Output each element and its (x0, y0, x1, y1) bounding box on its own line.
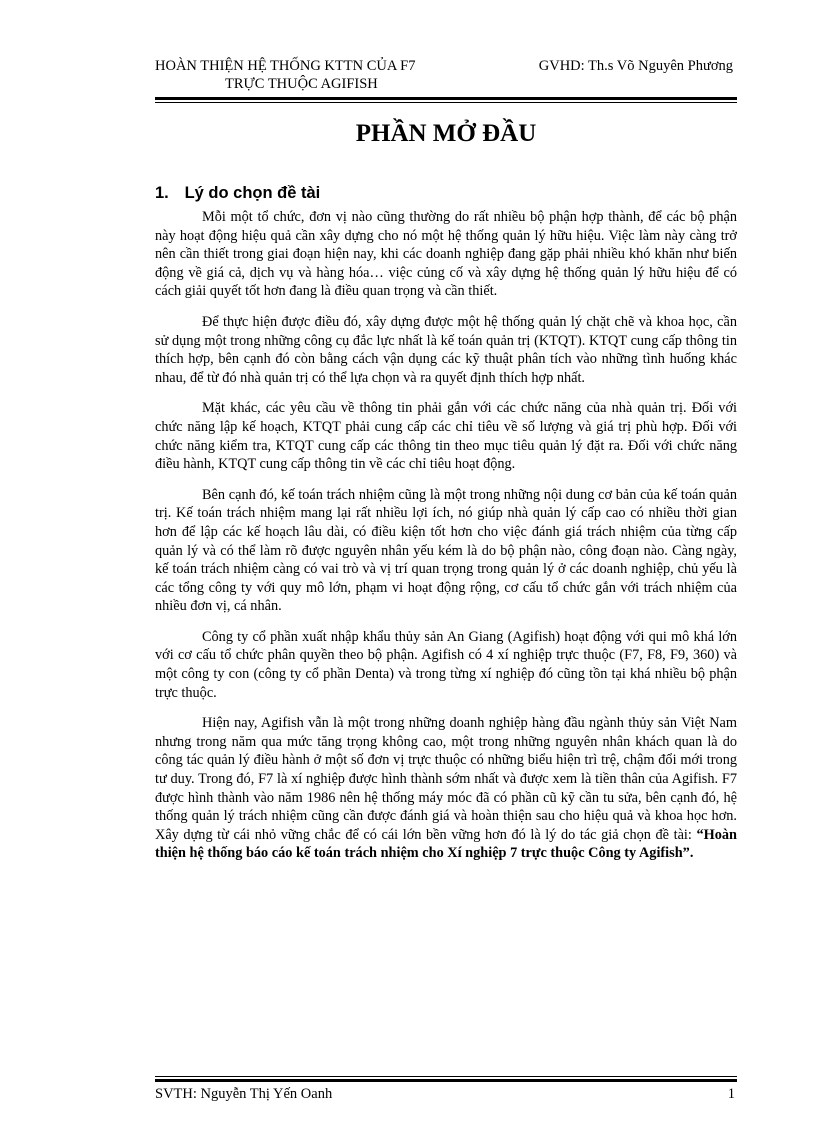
page-number: 1 (727, 1086, 735, 1102)
header-thesis-title-line1: HOÀN THIỆN HỆ THỐNG KTTN CỦA F7 (155, 58, 416, 74)
thesis-topic: “Hoàn thiện hệ thống báo cáo kế toán trách nhiệm cho Xí nghiệp 7 trực thuộc Công ty Agifish”. (155, 826, 737, 862)
paragraph: Để thực hiện được điều đó, xây dựng được một hệ thống quản lý chặt chẽ và khoa học, cần sử dụng một trong những công cụ đắc lực nhất là kế toán quản trị (KTQT). KTQT cung cấp thông tin thích hợp, bên cạnh đó còn bằng cách vận dụng các kỹ thuật phân tích vào những tình huống khác nhau, để từ đó nhà quản trị có thể lựa chọn và ra quyết định thích hợp nhất. (155, 313, 737, 386)
body-text (155, 208, 737, 875)
section-number: 1. (155, 184, 169, 202)
footer-rule (155, 1076, 737, 1077)
paragraph: Bên cạnh đó, kế toán trách nhiệm cũng là một trong những nội dung cơ bản của kế toán quản trị. Kế toán trách nhiệm mang lại rất nhiều lợi ích, nó giúp nhà quản lý cấp cao có nhiều thời gian hơn để lập các kế hoạch lâu dài, có điều kiện tốt hơn cho việc đánh giá trách nhiệm của từng cấp quản lý và có thể làm rõ được nguyên nhân yếu kém là do bộ phận nào, công đoạn nào. Càng ngày, kế toán trách nhiệm càng có vai trò và vị trí quan trọng trong quản lý ở các doanh nghiệp, chủ yếu là các tổng công ty với quy mô lớn, phạm vi hoạt động rộng, cơ cấu tổ chức gắn với trách nhiệm của nhiều đơn vị, cá nhân. (155, 486, 737, 615)
header-advisor: GVHD: Th.s Võ Nguyên Phương (538, 58, 733, 74)
paragraph: Mặt khác, các yêu cầu về thông tin phải gắn với các chức năng của nhà quản trị. Đối với chức năng lập kế hoạch, KTQT phải cung cấp các chỉ tiêu về số lượng và giá trị phù hợp. Đối với chức năng kiểm tra, KTQT cung cấp các thông tin theo mục tiêu quản lý đặt ra. Đối với chức năng điều hành, KTQT cung cấp thông tin về các chỉ tiêu hoạt động. (155, 400, 737, 473)
paragraph-last-text: Hiện nay, Agifish vẫn là một trong những doanh nghiệp hàng đầu ngành thủy sản Việt Nam nhưng trong năm qua mức tăng trọng không cao, một trong những nguyên nhân khách quan là do công tác quản lý điều hành ở một số đơn vị trực thuộc có những biểu hiện trì trệ, chậm đổi mới trong tư duy. Trong đó, F7 là xí nghiệp được hình thành sớm nhất và được xem là tiền thân của Agifish. F7 được hình thành vào năm 1986 nên hệ thống máy móc đã có phần cũ kỹ cần tu sửa, bên cạnh đó, hệ thống quản lý trách nhiệm cũng cần được đánh giá và hoàn thiện sau cho hiệu quả và khoa học hơn. Xây dựng từ cái nhỏ vững chắc để có cái lớn bền vững hơn đó là lý do tác giả chọn đề tài: (155, 715, 737, 843)
paragraph: Công ty cổ phần xuất nhập khẩu thủy sản An Giang (Agifish) hoạt động với qui mô khá lớn với cơ cấu tổ chức phân quyền theo bộ phận. Agifish có 4 xí nghiệp trực thuộc (F7, F8, F9, 360) và một công ty con (công ty cổ phần Denta) và trong từng xí nghiệp đó cũng tồn tại khá nhiều bộ phận trực thuộc. (155, 628, 737, 701)
footer-student: SVTH: Nguyễn Thị Yến Oanh (155, 1086, 333, 1102)
page-header (155, 58, 733, 98)
section-heading-text: Lý do chọn đề tài (184, 184, 321, 202)
section-heading (155, 184, 320, 203)
paragraph: Mỗi một tổ chức, đơn vị nào cũng thường do rất nhiều bộ phận hợp thành, để các bộ phận này hoạt động hiệu quả cần xây dựng cho nó một hệ thống quản lý hữu hiệu. Việc làm này càng trở nên cần thiết trong giai đoạn hiện nay, khi các doanh nghiệp đang gặp phải nhiều khó khăn như biến động về giá cả, dịch vụ và hàng hóa… việc củng cố và xây dựng hệ thống quản lý hữu hiệu để có cách giải quyết tốt hơn đang là điều quan trọng và cần thiết. (155, 209, 737, 300)
page-title: PHẦN MỞ ĐẦU (355, 120, 537, 147)
paragraph-last (155, 714, 737, 863)
header-thesis-title-line2: TRỰC THUỘC AGIFISH (225, 76, 378, 92)
header-rule (155, 97, 737, 100)
